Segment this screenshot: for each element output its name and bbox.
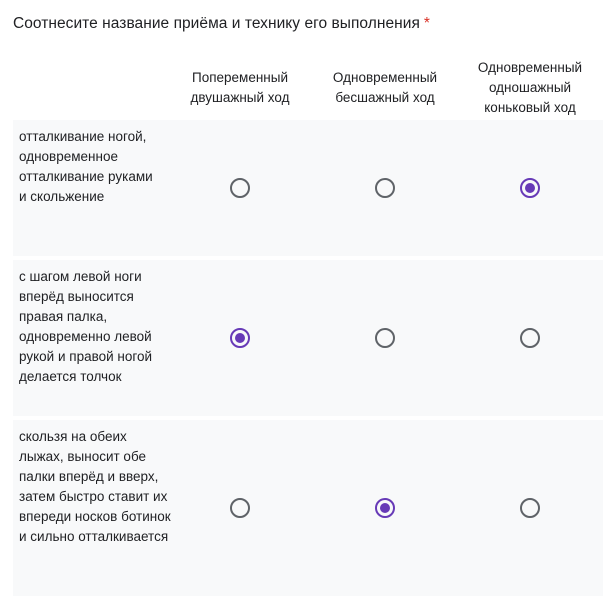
radio-row3-col2[interactable]	[375, 498, 395, 518]
row-label-2: с шагом левой ноги вперёд выносится правая палка, одновременно левой рукой и правой ногой делается толчок	[19, 269, 153, 384]
radio-row2-col1[interactable]	[230, 328, 250, 348]
column-header-1: Попеременный двушажный ход	[190, 70, 290, 105]
column-header-3: Одновременный одношажный коньковый ход	[477, 60, 583, 115]
required-marker: *	[423, 15, 430, 32]
radio-row2-col3[interactable]	[520, 328, 540, 348]
radio-row3-col1[interactable]	[230, 498, 250, 518]
column-header-2: Одновременный бесшажный ход	[332, 70, 438, 105]
grid-row-1	[13, 120, 603, 256]
question-title-text: Соотнесите название приёма и технику его выполнения	[13, 15, 420, 32]
radio-row2-col2[interactable]	[375, 328, 395, 348]
radio-row1-col3[interactable]	[520, 178, 540, 198]
radio-row3-col3[interactable]	[520, 498, 540, 518]
row-label-3: скользя на обеих лыжах, выносит обе палки вперёд и вверх, затем быстро ставит их впереди носков ботинок и сильно отталкивается	[19, 429, 171, 544]
grid-row-2	[13, 260, 603, 416]
radio-row1-col2[interactable]	[375, 178, 395, 198]
grid-row-3	[13, 420, 603, 596]
radio-row1-col1[interactable]	[230, 178, 250, 198]
row-label-1: отталкивание ногой, одновременное отталкивание руками и скольжение	[19, 129, 153, 204]
question-title	[13, 15, 430, 33]
